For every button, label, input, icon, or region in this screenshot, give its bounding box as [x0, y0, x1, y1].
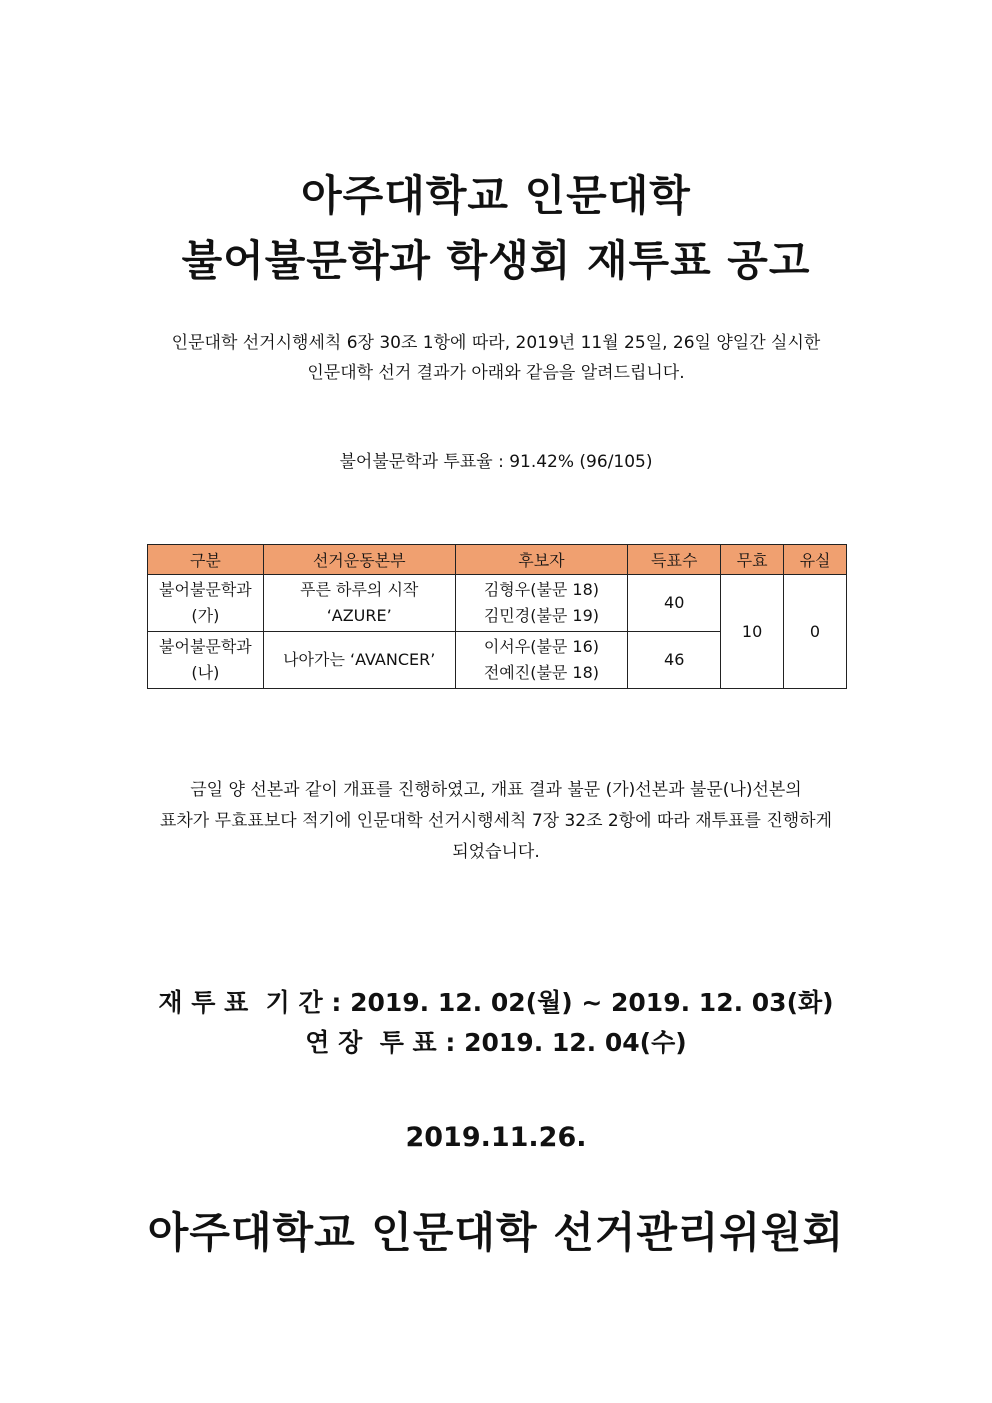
committee-name: 아주대학교 인문대학 선거관리위원회	[147, 1208, 845, 1257]
conclusion-line3: 되었습니다.	[452, 842, 540, 862]
notice-title-line1: 아주대학교 인문대학	[301, 171, 691, 220]
table-row	[148, 575, 847, 632]
intro-paragraph	[0, 328, 992, 388]
conclusion-line1: 금일 양 선본과 같이 개표를 진행하였고, 개표 결과 불문 (가)선본과 불문(나)선본의	[190, 780, 802, 800]
invalid-cell: 10	[721, 575, 784, 689]
lost-cell: 0	[784, 575, 847, 689]
campaign-cell: 나아가는 ‘AVANCER’	[263, 632, 455, 689]
results-table	[147, 544, 847, 689]
campaign-cell: 푸른 하루의 시작 ‘AZURE’	[263, 575, 455, 632]
table-header-row	[148, 545, 847, 575]
intro-line2: 인문대학 선거 결과가 아래와 같음을 알려드립니다.	[307, 363, 685, 383]
conclusion-line2: 표차가 무효표보다 적기에 인문대학 선거시행세칙 7장 32조 2항에 따라 재투표를 진행하게	[159, 811, 833, 831]
notice-date: 2019.11.26.	[405, 1122, 587, 1153]
revote-period: 재 투 표 기 간 : 2019. 12. 02(월) ~ 2019. 12. 03(화)	[158, 988, 834, 1017]
header-invalid: 무효	[721, 545, 784, 575]
header-votes: 득표수	[628, 545, 721, 575]
header-division: 구분	[148, 545, 264, 575]
division-cell: 불어불문학과 (나)	[148, 632, 264, 689]
header-campaign: 선거운동본부	[263, 545, 455, 575]
extension-vote: 연 장 투 표 : 2019. 12. 04(수)	[305, 1028, 687, 1057]
notice-title-line2: 불어불문학과 학생회 재투표 공고	[181, 236, 811, 285]
votes-cell: 46	[628, 632, 721, 689]
division-cell: 불어불문학과 (가)	[148, 575, 264, 632]
turnout-rate: 불어불문학과 투표율 : 91.42% (96/105)	[339, 452, 653, 472]
candidates-cell: 이서우(불문 16) 전예진(불문 18)	[455, 632, 628, 689]
conclusion-paragraph	[0, 775, 992, 868]
header-lost: 유실	[784, 545, 847, 575]
votes-cell: 40	[628, 575, 721, 632]
intro-line1: 인문대학 선거시행세칙 6장 30조 1항에 따라, 2019년 11월 25일, 26일 양일간 실시한	[171, 333, 821, 353]
header-candidates: 후보자	[455, 545, 628, 575]
candidates-cell: 김형우(불문 18) 김민경(불문 19)	[455, 575, 628, 632]
